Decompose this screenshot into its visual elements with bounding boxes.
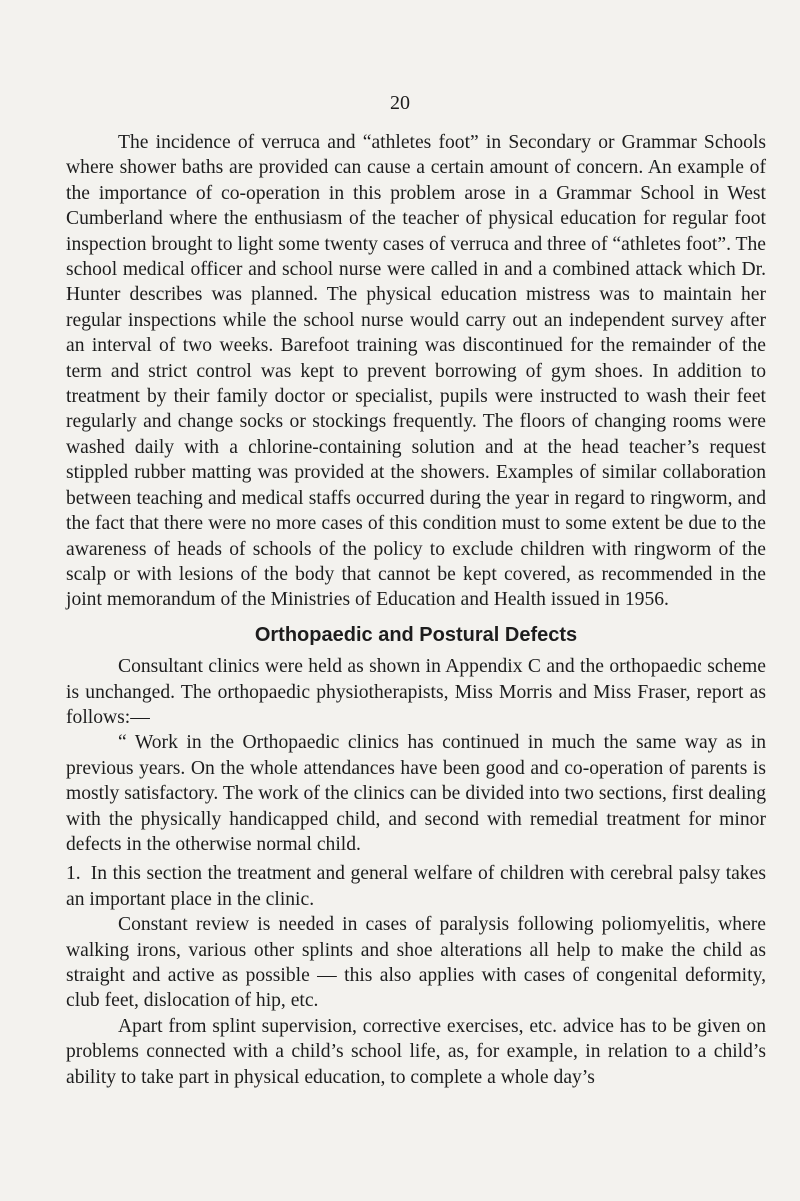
section-heading: Orthopaedic and Postural Defects — [254, 623, 578, 646]
numbered-item — [66, 861, 766, 912]
splint-supervision-paragraph: Apart from splint supervision, corrective exercises, etc. advice has to be given on problems connected with a child’s school life, as, for example, in relation to a child’s ability to take part in physical education, to complete a whole day’s — [66, 1015, 766, 1088]
verruca-paragraph: The incidence of verruca and “athletes foot” in Secondary or Grammar Schools where shower baths are provided can cause a certain amount of concern. An example of the importance of co-operation in this problem arose in a Grammar School in West Cumberland where the enthusiasm of the teacher of physical education for regular foot inspection brought to light some twenty cases of verruca and three of “athletes foot”. The school medical officer and school nurse were called in and a combined attack which Dr. Hunter describes was planned. The physical education mistress was to maintain her regular inspections while the school nurse would carry out an independent survey after an interval of two weeks. Barefoot training was discontinued for the remainder of the term and strict control was kept to prevent borrowing of gym shoes. In addition to treatment by their family doctor or specialist, pupils were instructed to wash their feet regularly and change socks or stockings frequently. The floors of changing rooms were washed daily with a chlorine-containing solution and at the head teacher’s request stippled rubber matting was provided at the showers. Examples of similar collaboration between teaching and medical staffs occurred during the year in regard to ringworm, and the fact that there were no more cases of this condition must to some extent be due to the awareness of heads of schools of the policy to exclude children with ringworm of the scalp or with lesions of the body that cannot be kept covered, as recommended in the joint memorandum of the Ministries of Education and Health issued in 1956. — [66, 132, 766, 611]
consultant-clinics-paragraph: Consultant clinics were held as shown in Appendix C and the orthopaedic scheme is unchanged. The orthopaedic physiotherapists, Miss Morris and Miss Fraser, report as follows:— — [66, 656, 766, 728]
numbered-item-text: In this section the treatment and general welfare of children with cerebral palsy takes an important place in the clinic. — [66, 863, 766, 910]
page-body — [66, 130, 766, 1090]
numbered-item-number: 1. — [66, 863, 81, 885]
constant-review-paragraph: Constant review is needed in cases of paralysis following poliomyelitis, where walking irons, various other splints and shoe alterations all help to make the child as straight and active as possible — this also applies with cases of congenital deformity, club feet, dislocation of hip, etc. — [66, 914, 766, 1012]
page-number: 20 — [390, 92, 410, 114]
physiotherapist-report-paragraph: “ Work in the Orthopaedic clinics has continued in much the same way as in previous years. On the whole attendances have been good and co-operation of parents is mostly satisfactory. The work of the clinics can be divided into two sections, first dealing with the physically handicapped child, and second with remedial treatment for minor defects in the otherwise normal child. — [66, 732, 766, 855]
